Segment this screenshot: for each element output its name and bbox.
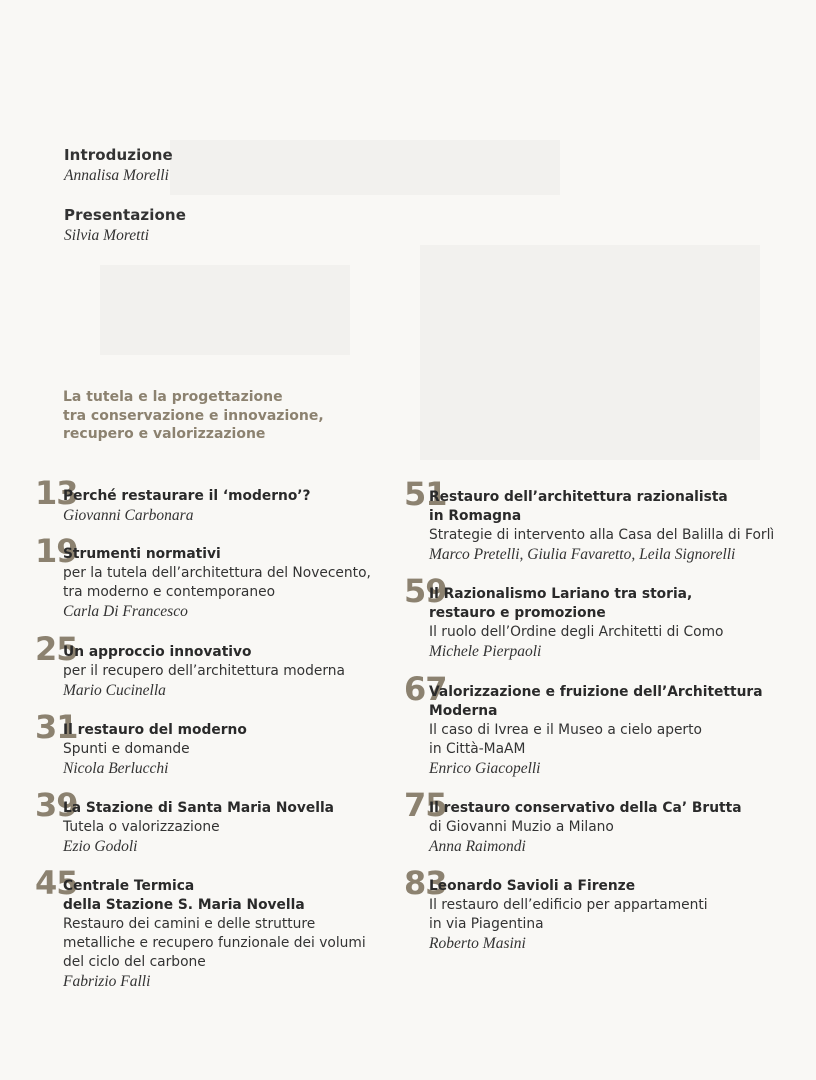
page-number: 83 (404, 864, 447, 902)
entry-title: Restauro dell’architettura razionalista (429, 489, 728, 505)
entry-subtitle: per la tutela dell’architettura del Novecento, (63, 565, 371, 581)
entry-subtitle: tra moderno e contemporaneo (63, 584, 276, 600)
entry-author: Mario Cucinella (63, 682, 166, 699)
entry-title: Un approccio innovativo (63, 644, 252, 660)
entry-title: Centrale Termica (63, 878, 195, 894)
front-author: Annalisa Morelli (64, 167, 169, 184)
entry-author: Giovanni Carbonara (63, 507, 194, 524)
entry-author: Enrico Giacopelli (429, 760, 541, 777)
entry-subtitle: in Città-MaAM (429, 741, 526, 757)
entry-subtitle: in via Piagentina (429, 916, 544, 932)
page-number: 39 (35, 786, 78, 824)
entry-author: Fabrizio Falli (63, 973, 151, 990)
entry-author: Ezio Godoli (63, 838, 138, 855)
front-title: Introduzione (64, 146, 173, 164)
page-number: 45 (35, 864, 78, 902)
entry-subtitle: Il restauro dell’edificio per appartamenti (429, 897, 708, 913)
entry-subtitle: Tutela o valorizzazione (63, 819, 220, 835)
entry-author: Michele Pierpaoli (429, 643, 542, 660)
entry-title: della Stazione S. Maria Novella (63, 897, 305, 913)
entry-subtitle: del ciclo del carbone (63, 954, 206, 970)
entry-title: Valorizzazione e fruizione dell’Architettura (429, 684, 763, 700)
entry-subtitle: metalliche e recupero funzionale dei volumi (63, 935, 366, 951)
entry-title: Il Razionalismo Lariano tra storia, (429, 586, 693, 602)
entry-author: Carla Di Francesco (63, 603, 188, 620)
page-number: 59 (404, 572, 447, 610)
entry-subtitle: Strategie di intervento alla Casa del Balilla di Forlì (429, 527, 775, 543)
section-heading-line: recupero e valorizzazione (63, 426, 266, 442)
entry-subtitle: Il caso di Ivrea e il Museo a cielo aperto (429, 722, 702, 738)
page-number: 19 (35, 532, 78, 570)
entry-subtitle: di Giovanni Muzio a Milano (429, 819, 614, 835)
page-number: 31 (35, 708, 78, 746)
entry-title: Il restauro conservativo della Ca’ Brutta (429, 800, 742, 816)
entry-title: Leonardo Savioli a Firenze (429, 878, 636, 894)
entry-title: in Romagna (429, 508, 522, 524)
entry-author: Anna Raimondi (429, 838, 526, 855)
section-heading (63, 388, 323, 444)
front-title: Presentazione (64, 206, 186, 224)
page-number: 67 (404, 670, 447, 708)
front-item-presentazione[interactable] (64, 206, 186, 245)
bleed-through-block (420, 245, 760, 460)
bleed-through-block (170, 140, 560, 195)
entry-title: Il restauro del moderno (63, 722, 247, 738)
entry-subtitle: Restauro dei camini e delle strutture (63, 916, 316, 932)
entry-title: Moderna (429, 703, 498, 719)
entry-author: Roberto Masini (429, 935, 526, 952)
entry-author: Nicola Berlucchi (63, 760, 169, 777)
entry-title: restauro e promozione (429, 605, 606, 621)
entry-subtitle: Il ruolo dell’Ordine degli Architetti di Como (429, 624, 724, 640)
page-number: 13 (35, 474, 78, 512)
entry-subtitle: Spunti e domande (63, 741, 190, 757)
page-number: 25 (35, 630, 78, 668)
bleed-through-block (100, 265, 350, 355)
entry-title: Strumenti normativi (63, 546, 221, 562)
front-item-introduzione[interactable] (64, 146, 173, 185)
entry-subtitle: per il recupero dell’architettura moderna (63, 663, 346, 679)
section-heading-line: La tutela e la progettazione (63, 389, 283, 405)
front-author: Silvia Moretti (64, 227, 150, 244)
section-heading-line: tra conservazione e innovazione, (63, 407, 324, 424)
page-number: 51 (404, 475, 447, 513)
page-number: 75 (404, 786, 447, 824)
entry-title: Perché restaurare il ‘moderno’? (63, 488, 311, 504)
entry-title: La Stazione di Santa Maria Novella (63, 800, 334, 816)
entry-author: Marco Pretelli, Giulia Favaretto, Leila Signorelli (429, 546, 736, 563)
